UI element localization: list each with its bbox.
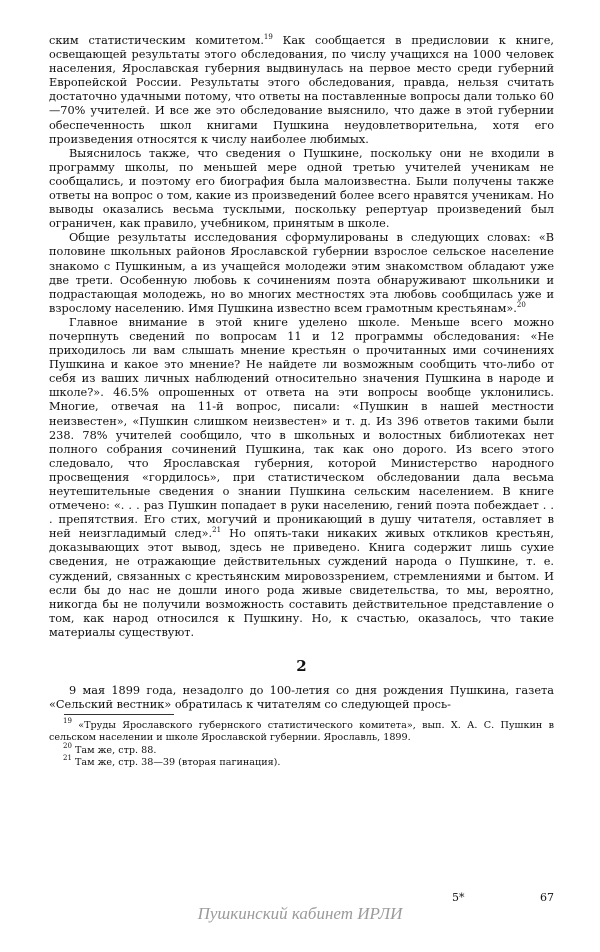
paragraph-continued [49, 34, 554, 147]
watermark: Пушкинский кабинет ИРЛИ [197, 904, 403, 923]
footnote-text: Там же, стр. 88. [71, 744, 157, 756]
footnote-divider [64, 714, 174, 715]
footnote-19 [49, 717, 554, 744]
footnote-ref-21: 21 [212, 526, 222, 535]
paragraph-long [49, 316, 554, 640]
footnote-number: 19 [63, 717, 72, 726]
paragraph-text: Но опять-таки никаких живых откликов крестьян, доказывающих этот вывод, здесь не приведено. Книга содержит лишь сухие сведения, не отражающие действительных суждений народа о Пушкине, т. е. суждений, связанных с крестьянским мировоззрением, стремлениями и бытом. И если бы до нас не дошли иного рода живые свидетельства, то мы, вероятно, никогда бы не получили возможность составить действительное представление о том, как народ относился к Пушкину. Но, к счастью, оказалось, что такие материалы существуют. [49, 527, 554, 639]
section-text [49, 684, 554, 712]
footnote-text: «Труды Ярославского губернского статистического комитета», вып. X. А. С. Пушкин в сельском населении и школе Ярославской губернии. Ярославль, 1899. [49, 720, 554, 744]
footnote-ref-20: 20 [516, 300, 526, 309]
footnote-number: 21 [63, 753, 72, 762]
page-number: 67 [540, 891, 554, 904]
footnote-ref-19: 19 [263, 33, 273, 41]
section-number: 2 [296, 657, 307, 676]
paragraph-text: Общие результаты исследования сформулированы в следующих словах: «В половине школьных районов Ярославской губернии взрослое сельское население знакомо с Пушкиным, а из учащейся молодежи этим знакомством обладают уже две трети. Особенную любовь к сочинениям поэта обнаруживают школьники и подрастающая молодежь, но во многих местностях эта любовь сообщилась уже и взрослому населению. Имя Пушкина известно всем грамотным крестьянам». [49, 231, 554, 315]
paragraph: 9 мая 1899 года, незадолго до 100-летия со дня рождения Пушкина, газета «Сельский вестник» обратилась к читателям со следующей прось- [49, 684, 554, 712]
paragraph-text: Главное внимание в этой книге уделено школе. Меньше всего можно почерпнуть сведений по вопросам 11 и 12 программы обследования: «Не приходилось ли вам слышать мнение крестьян о прочитанных ими сочинениях Пушкина и какое это мнение? Не найдете ли возможным сообщить что-либо от себя из ваших личных наблюдений относительно значения Пушкина в народе и школе?». 46.5% опрошенных от ответа на эти вопросы вообще уклонились. Многие, отвечая на 11-й вопрос, писали: «Пушкин в нашей местности неизвестен», «Пушкин слишком неизвестен» и т. д. Из 396 ответов такими были 238. 78% учителей сообщило, что в школьных и волостных библиотеках нет полного собрания сочинений Пушкина, так как оно дорого. Из всего этого следовало, что Ярославская губерния, которой Министерство народного просвещения «гордилось», при статистическом обследовании дала весьма неутешительные сведения о знании Пушкина сельским населением. В книге отмечено: «. . . раз Пушкин попадает в руки населению, гений поэта побеждает . . . препятствия. Его стих, могучий и проникающий в душу читателя, оставляет в ней неизгладимый след». [49, 315, 554, 541]
footnote-text: Там же, стр. 38—39 (вторая пагинация). [71, 756, 281, 768]
paragraph-text: Как сообщается в предисловии к книге, освещающей результаты этого обследования, по числу учащихся на 1000 человек населения, Ярославская губерния выдвинулась на первое место среди губерний Европейской России. Результаты этого обследования, правда, нельзя считать достаточно удачными потому, что ответы на поставленные вопросы дали только 60—70% учителей. И все же это обследование выяснило, что даже в этой губернии обеспеченность школ книгами Пушкина неудовлетворительна, хотя его произведения относятся к числу наиболее любимых. [49, 34, 554, 146]
signature-mark: 5* [452, 891, 465, 904]
footnote-20 [49, 741, 554, 757]
paragraph-with-quote [49, 231, 554, 316]
page-content [49, 34, 554, 769]
footnote-21 [49, 753, 554, 769]
main-text [49, 34, 554, 640]
footnote-number: 20 [63, 741, 72, 750]
footnotes [49, 717, 554, 769]
paragraph: Выяснилось также, что сведения о Пушкине, поскольку они не входили в программу школы, по меньшей мере одной третью учителей ученикам не сообщались, и поэтому его биография была малоизвестна. Были получены также ответы на вопрос о том, какие из произведений более всего нравятся ученикам. Но выводы оказались весьма тусклыми, поскольку репертуар произведений был ограничен, как правило, учебником, принятым в школе. [49, 146, 554, 231]
paragraph-text: ским статистическим комитетом. [49, 34, 264, 47]
